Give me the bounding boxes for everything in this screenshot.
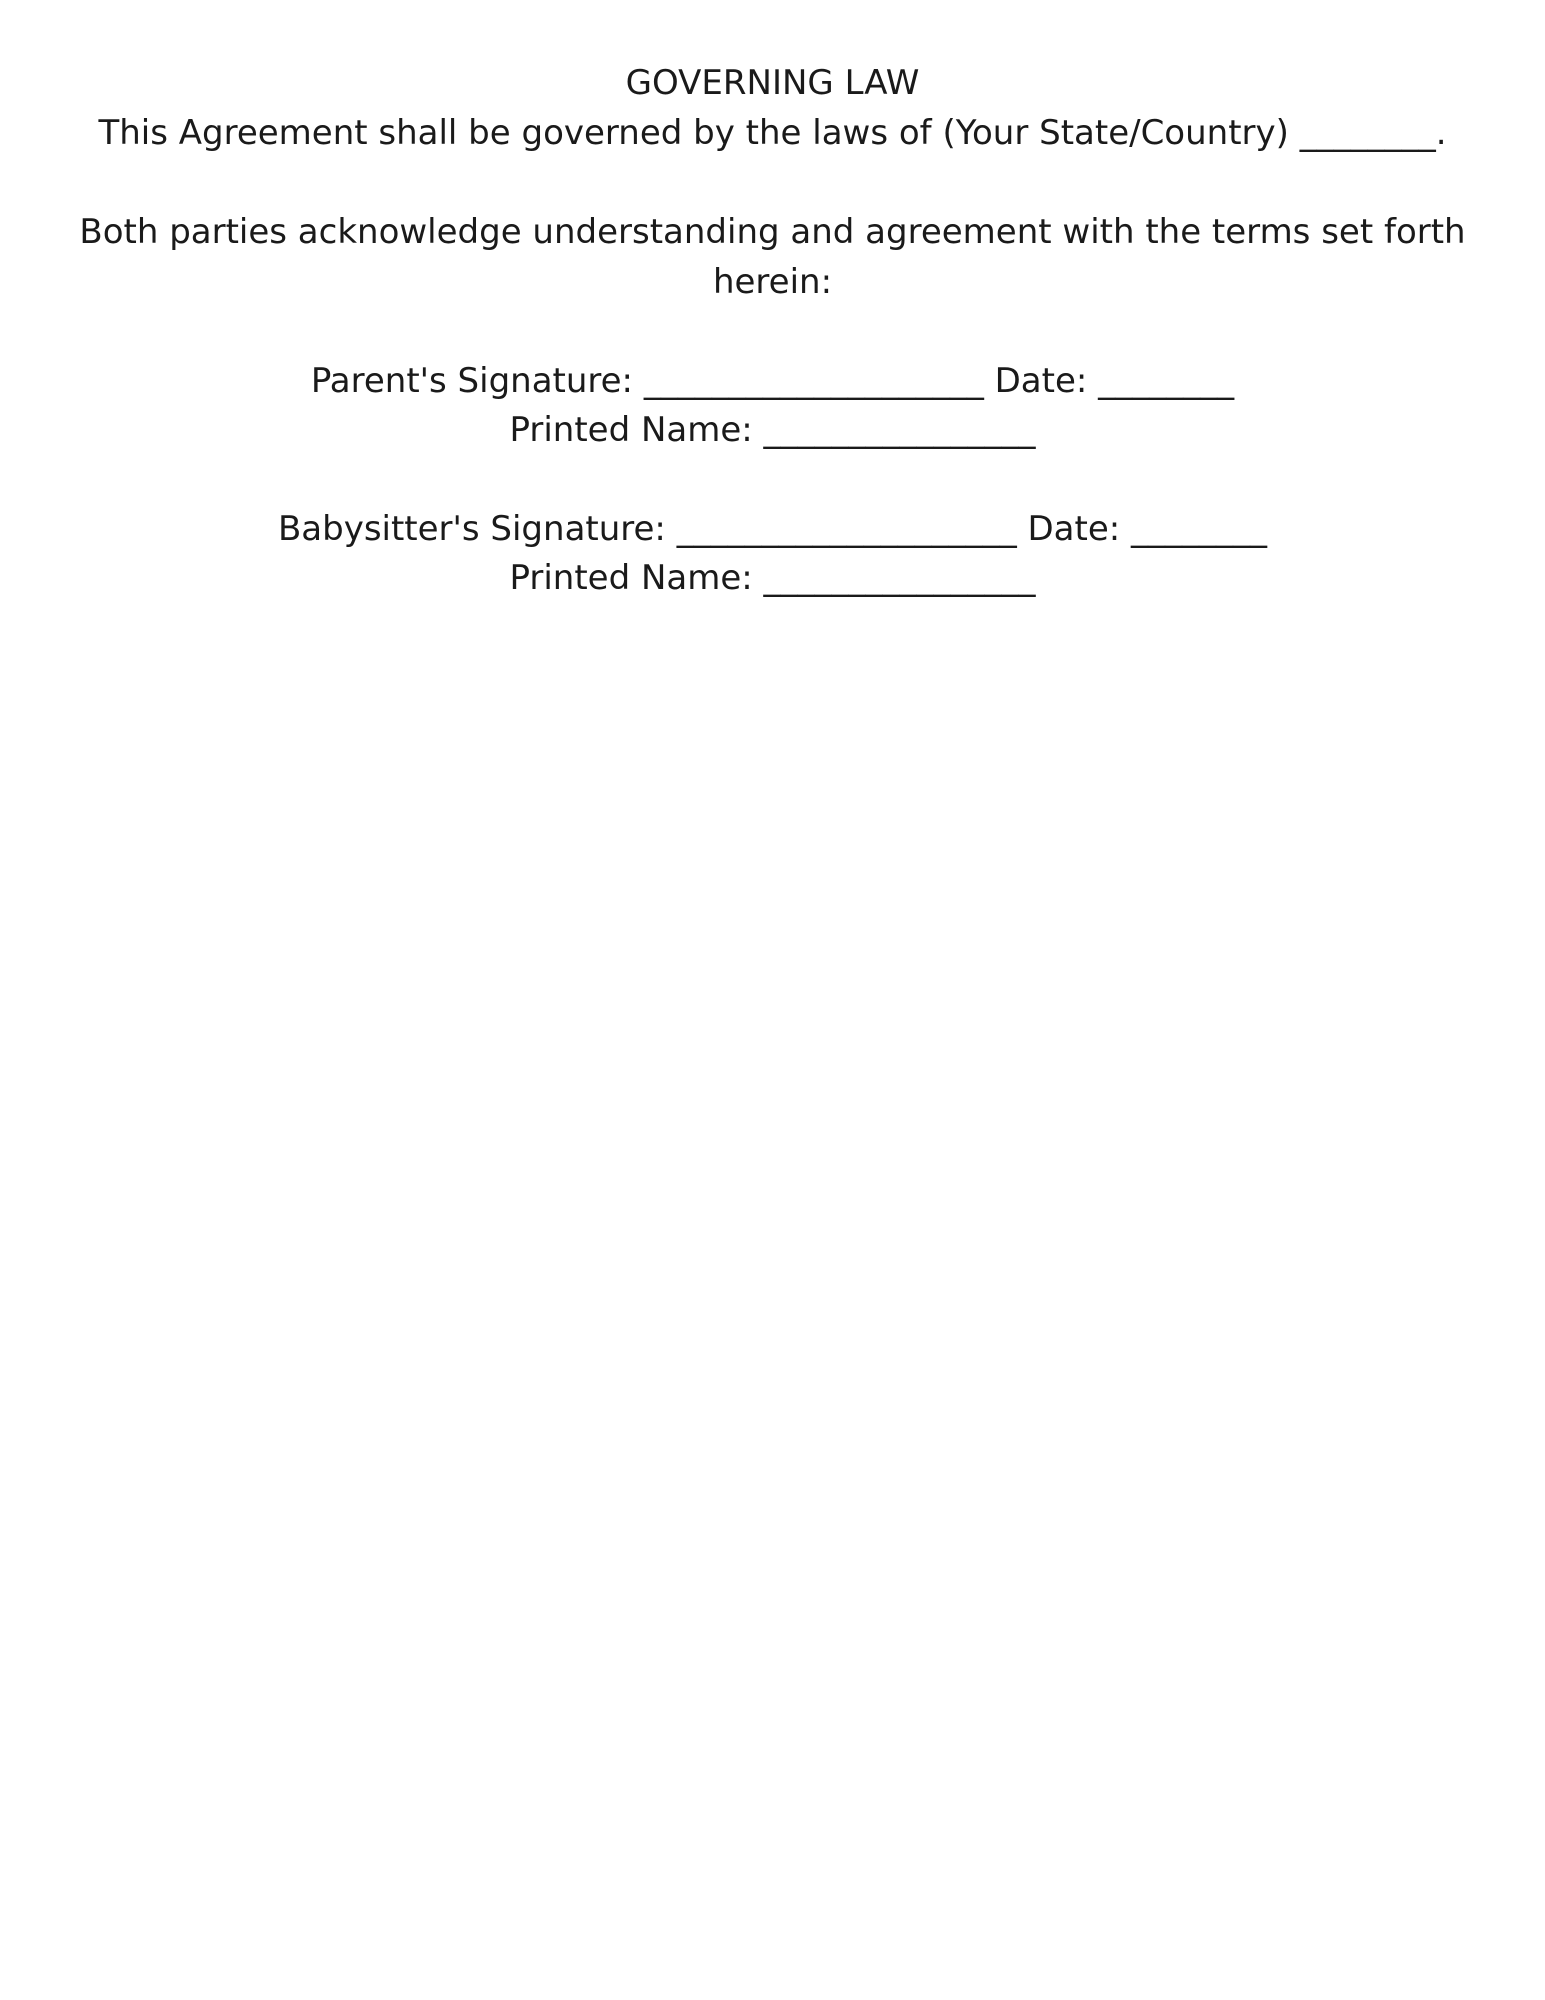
babysitter-printed-name-line: Printed Name: ________________ [509,558,1036,598]
parent-signature-line: Parent's Signature: ____________________ Date: ________ [310,361,1235,401]
section-heading: GOVERNING LAW [625,63,920,103]
governing-law-text: This Agreement shall be governed by the laws of (Your State/Country) ________. [98,113,1447,153]
parent-printed-name-line: Printed Name: ________________ [509,410,1036,450]
acknowledgement-text: Both parties acknowledge understanding and agreement with the terms set forth herein: [79,212,1466,302]
babysitter-signature-line: Babysitter's Signature: ____________________ Date: ________ [277,509,1268,549]
